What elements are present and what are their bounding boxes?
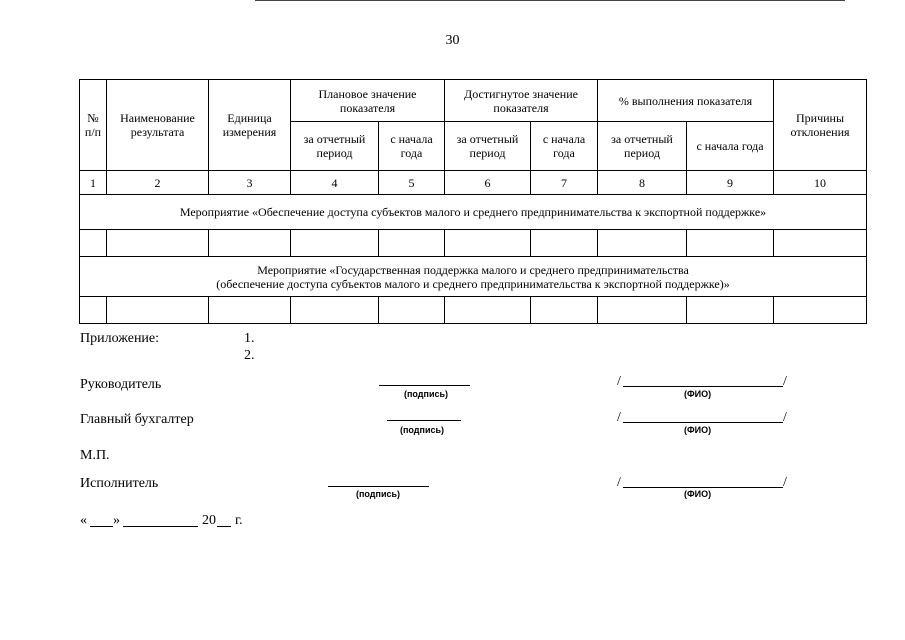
date-close-quote: »: [113, 513, 120, 528]
head-signature-hint: (подпись): [404, 389, 449, 399]
executor-label: Исполнитель: [80, 476, 159, 491]
executor-name-hint: (ФИО): [684, 489, 712, 499]
column-number: 1: [80, 171, 107, 195]
table-cell: [531, 297, 598, 324]
chief-accountant-signature-hint: (подпись): [400, 425, 445, 435]
header-planned-year: с начала года: [379, 122, 445, 171]
attachment-item-2: 2.: [244, 348, 255, 363]
page-number: 30: [445, 33, 460, 48]
date-year-suffix: г.: [235, 513, 243, 528]
column-number: 7: [531, 171, 598, 195]
header-achieved: Достигнутое значение показателя: [445, 80, 598, 122]
date-year-prefix: 20: [202, 513, 216, 528]
column-number-row: [80, 171, 867, 195]
header-percent: % выполнения показателя: [598, 80, 774, 122]
top-rule: [255, 0, 845, 1]
column-number: 4: [291, 171, 379, 195]
event-1-data-row: [80, 230, 867, 257]
header-row-1: [80, 80, 867, 122]
event-2-title: [80, 257, 867, 297]
header-num: № п/п: [80, 80, 107, 171]
column-number: 5: [379, 171, 445, 195]
chief-accountant-name-line: [623, 422, 783, 423]
table-cell: [598, 230, 687, 257]
date-open-quote: «: [80, 513, 87, 528]
column-number: 2: [107, 171, 209, 195]
table-cell: [107, 297, 209, 324]
table-cell: [445, 297, 531, 324]
chief-accountant-label: Главный бухгалтер: [80, 412, 194, 427]
chief-accountant-signature-line: [387, 420, 461, 421]
head-signature-line: [379, 385, 470, 386]
event-1-row: [80, 195, 867, 230]
header-percent-year: с начала года: [687, 122, 774, 171]
header-name: Наименование результата: [107, 80, 209, 171]
head-name-hint: (ФИО): [684, 389, 712, 399]
date-month-line: [123, 526, 198, 527]
table-cell: [774, 230, 867, 257]
date-day-line: [90, 526, 113, 527]
column-number: 3: [209, 171, 291, 195]
table-cell: [80, 230, 107, 257]
header-achieved-period: за отчетный период: [445, 122, 531, 171]
report-table: [79, 79, 867, 324]
table-cell: [774, 297, 867, 324]
column-number: 8: [598, 171, 687, 195]
table-cell: [80, 297, 107, 324]
table-cell: [379, 230, 445, 257]
head-name-slash-right: /: [783, 374, 787, 389]
attachment-label: Приложение:: [80, 331, 160, 346]
table-cell: [291, 297, 379, 324]
executor-name-slash-left: /: [617, 475, 621, 490]
executor-signature-line: [328, 486, 429, 487]
head-name-slash-left: /: [617, 374, 621, 389]
column-number: 9: [687, 171, 774, 195]
header-planned-period: за отчетный период: [291, 122, 379, 171]
event-1-title: Мероприятие «Обеспечение доступа субъектов малого и среднего предпринимательства к экспортной поддержке»: [80, 195, 867, 230]
date-year-line: [217, 526, 231, 527]
event-2-row: [80, 257, 867, 297]
table-cell: [687, 230, 774, 257]
header-achieved-year: с начала года: [531, 122, 598, 171]
column-number: 6: [445, 171, 531, 195]
table-cell: [379, 297, 445, 324]
table-cell: [291, 230, 379, 257]
table-cell: [687, 297, 774, 324]
head-name-line: [623, 386, 783, 387]
chief-accountant-name-slash-left: /: [617, 410, 621, 425]
table-cell: [531, 230, 598, 257]
table-cell: [107, 230, 209, 257]
table-cell: [209, 230, 291, 257]
table-cell: [598, 297, 687, 324]
header-planned: Плановое значение показателя: [291, 80, 445, 122]
stamp-label: М.П.: [80, 448, 110, 463]
executor-name-slash-right: /: [783, 475, 787, 490]
head-label: Руководитель: [80, 377, 162, 392]
header-reasons: Причины отклонения: [774, 80, 867, 171]
executor-name-line: [623, 487, 783, 488]
column-number: 10: [774, 171, 867, 195]
attachment-item-1: 1.: [244, 331, 255, 346]
chief-accountant-name-hint: (ФИО): [684, 425, 712, 435]
table-cell: [445, 230, 531, 257]
header-percent-period: за отчетный период: [598, 122, 687, 171]
event-2-line-1: Мероприятие «Государственная поддержка малого и среднего предпринимательства: [257, 262, 689, 277]
event-2-line-2: (обеспечение доступа субъектов малого и среднего предпринимательства к экспортной поддержке)»: [216, 276, 730, 291]
executor-signature-hint: (подпись): [356, 489, 401, 499]
chief-accountant-name-slash-right: /: [783, 410, 787, 425]
event-2-data-row: [80, 297, 867, 324]
header-unit: Единица измерения: [209, 80, 291, 171]
table-cell: [209, 297, 291, 324]
